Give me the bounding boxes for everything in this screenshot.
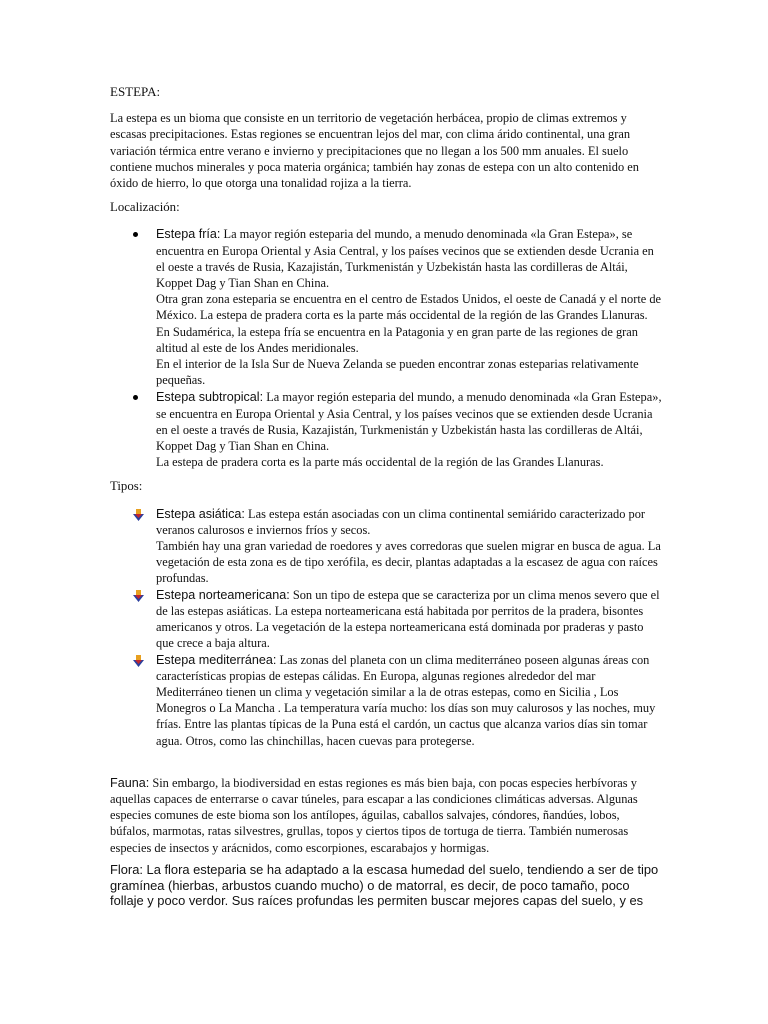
item-text: Las estepa están asociadas con un clima continental semiárido caracterizado por veranos calurosos e inviernos fríos y secos. [156, 506, 646, 537]
list-item-estepa-asiatica [110, 506, 662, 587]
item-text: Son un tipo de estepa que se caracteriza por un clima menos severo que el de las estepas asiáticas. La estepa norteamericana está habitada por perritos de la pradera, bisontes americanos y otros. La vegetación de la estepa norteamericana está dominada por praderas y pasto que crece a baja altura. [156, 587, 660, 651]
arrow-down-bullet-icon [133, 509, 144, 521]
localizacion-heading: Localización: [110, 200, 180, 215]
list-item-estepa-fria [110, 226, 662, 388]
list-item-estepa-subtropical [110, 389, 662, 470]
item-label: Estepa mediterránea: [156, 652, 277, 667]
item-label: Estepa fría: [156, 227, 221, 242]
fauna-paragraph [110, 775, 662, 856]
item-extra: También hay una gran variedad de roedores y aves corredoras que suelen migrar en busca de agua. La vegetación de esta zona es de tipo xerófila, es decir, plantas adaptadas a la escasez de agua con raíces profundas. [156, 539, 661, 586]
item-text: La mayor región esteparia del mundo, a menudo denominada «la Gran Estepa», se encuentra en Europa Oriental y Asia Central, y los países vecinos que se extienden desde Ucrania en el oeste a través de Rusia, Kazajistán, Turkmenistán y Uzbekistán hasta las cordilleras de Altái, Koppet Dag y Tian Shan en China. [156, 390, 662, 454]
tipos-list [110, 506, 662, 749]
list-item-estepa-mediterranea [110, 652, 662, 749]
item-extra: Otra gran zona esteparia se encuentra en el centro de Estados Unidos, el oeste de Canadá y el norte de México. La estepa de pradera corta es la parte más occidental de la región de las Grandes Llanuras. En Sudamérica, la estepa fría se encuentra en la Patagonia y en gran parte de las regiones de gran altitud al este de los Andes meridionales. [156, 292, 662, 355]
bullet-icon [133, 395, 138, 400]
item-label: Estepa asiática: [156, 506, 245, 521]
fauna-text: Sin embargo, la biodiversidad en estas regiones es más bien baja, con pocas especies herbívoras y aquellas capaces de enterrarse o cavar túneles, para escapar a las condiciones climáticas adversas. Algunas especies comunes de este bioma son los antílopes, águilas, caballos salvajes, cóndores, ñandúes, lobos, búfalos, marmotas, ratas silvestres, grullas, topos y ciertos tipos de tortuga de tierra. También numerosas especies de insectos y arácnidos, como escorpiones, escarabajos y hormigas. [110, 775, 638, 855]
tipos-heading: Tipos: [110, 479, 143, 494]
fauna-label: Fauna: [110, 775, 150, 790]
document-page [110, 84, 662, 909]
intro-paragraph: La estepa es un bioma que consiste en un territorio de vegetación herbácea, propio de climas extremos y escasas precipitaciones. Estas regiones se encuentran lejos del mar, con clima árido continental, una gran variación térmica entre verano e invierno y precipitaciones que no llegan a los 500 mm anuales. El suelo contiene muchos minerales y poca materia orgánica; también hay zonas de estepa con un alto contenido en óxido de hierro, lo que otorga una tonalidad rojiza a la tierra. [110, 111, 639, 191]
arrow-down-bullet-icon [133, 590, 144, 602]
item-label: Estepa subtropical: [156, 390, 264, 405]
item-text: Las zonas del planeta con un clima mediterráneo poseen algunas áreas con características propias de estepas cálidas. En Europa, algunas regiones alrededor del mar Mediterráneo tienen un clima y vegetación similar a la de otras estepas, como en Sicilia , Los Monegros o La Mancha . La temperatura varía mucho: los días son muy calurosos y las noches, muy frías. Entre las plantas típicas de la Puna está el cardón, un cactus que alcanza varios días sin tomar agua. Otros, como las chinchillas, hacen cuevas para protegerse. [156, 652, 656, 748]
bullet-icon [133, 232, 138, 237]
list-item-estepa-norteamericana [110, 587, 662, 652]
arrow-down-bullet-icon [133, 655, 144, 667]
item-label: Estepa norteamericana: [156, 587, 290, 602]
document-title: ESTEPA: [110, 84, 161, 99]
item-extra: La estepa de pradera corta es la parte más occidental de la región de las Grandes Llanuras. [156, 455, 604, 470]
flora-paragraph: Flora: La flora esteparia se ha adaptado a la escasa humedad del suelo, tendiendo a ser de tipo gramínea (hierbas, arbustos cuando mucho) o de matorral, es decir, de poco tamaño, poco follaje y poco verdor. Sus raíces profundas les permiten buscar mejores capas del suelo, y es [110, 861, 659, 909]
localizacion-list [110, 226, 662, 470]
item-extra: En el interior de la Isla Sur de Nueva Zelanda se pueden encontrar zonas esteparias relativamente pequeñas. [156, 357, 639, 388]
item-text: La mayor región esteparia del mundo, a menudo denominada «la Gran Estepa», se encuentra en Europa Oriental y Asia Central, y los países vecinos que se extienden desde Ucrania en el oeste a través de Rusia, Kazajistán, Turkmenistán y Uzbekistán hasta las cordilleras de Altái, Koppet Dag y Tian Shan en China. [156, 227, 654, 291]
